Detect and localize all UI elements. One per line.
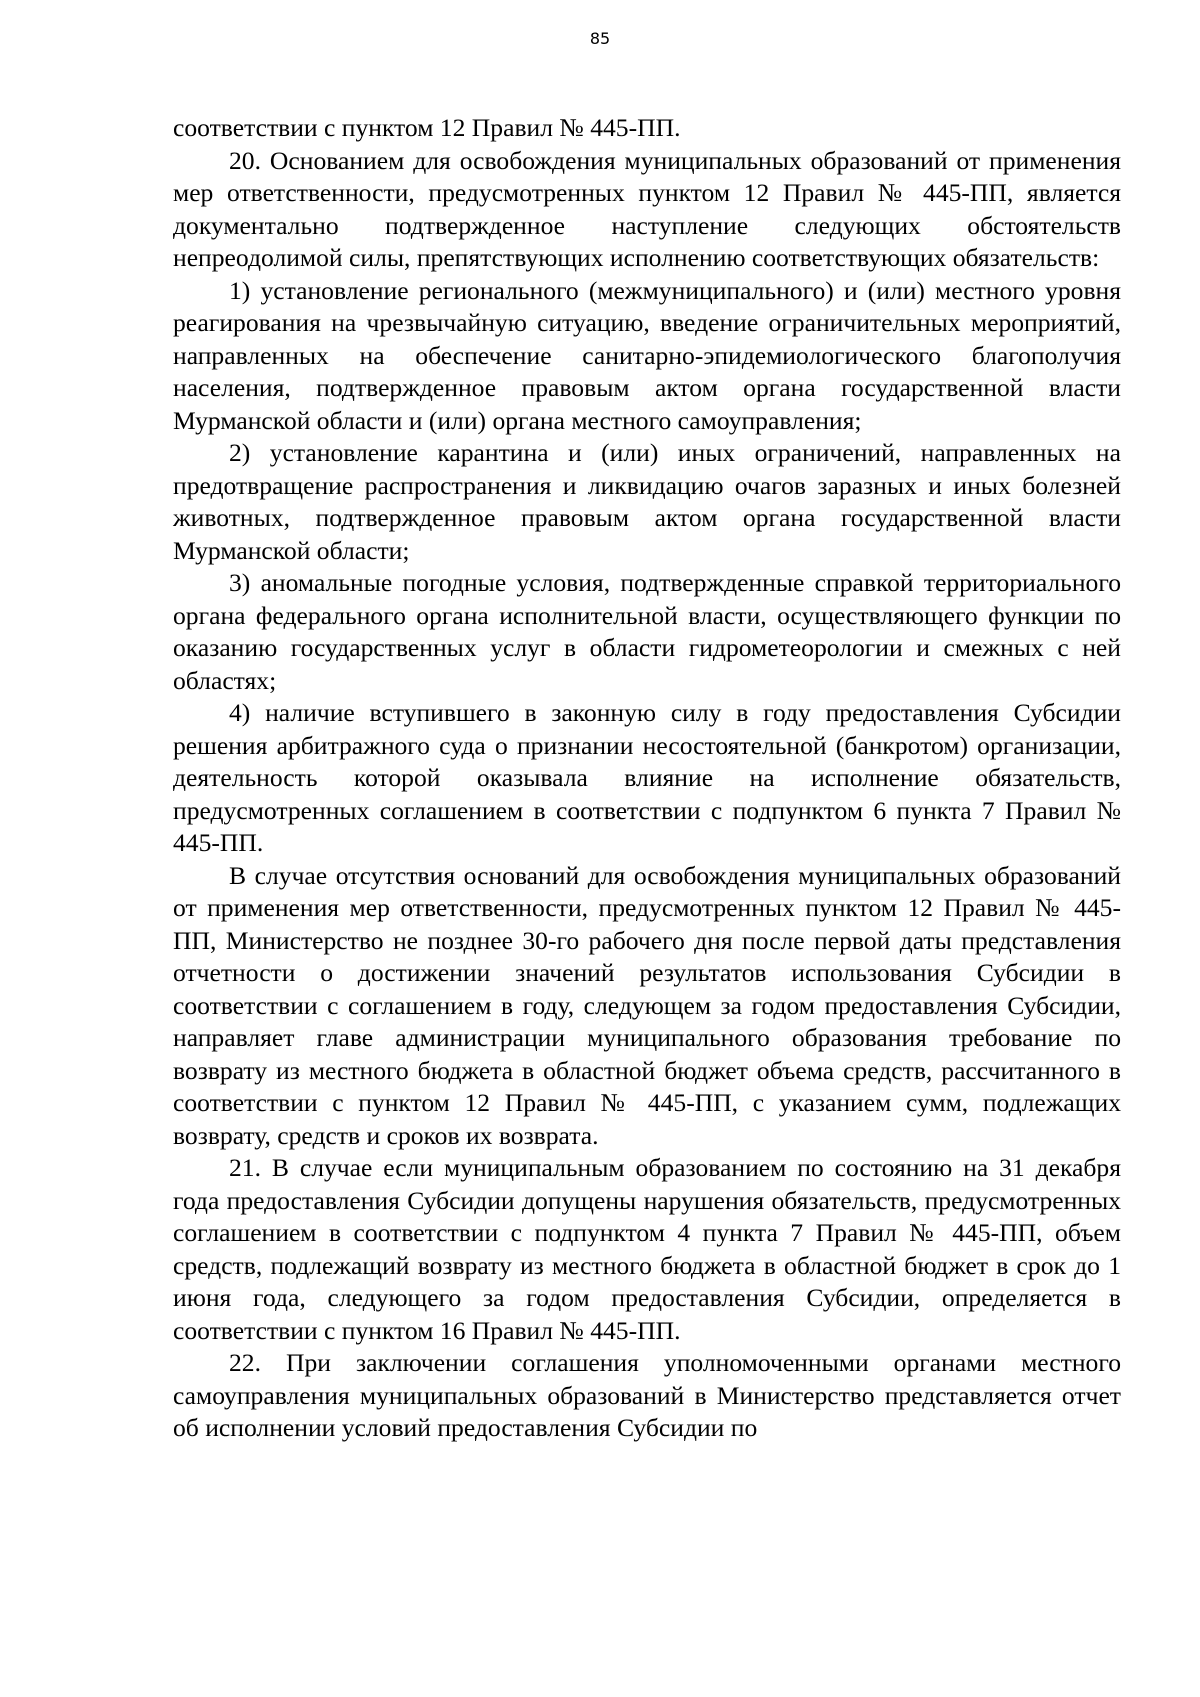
paragraph-item-22: 22. При заключении соглашения уполномоченными органами местного самоуправления муниципальных образований в Министерство представляется отчет об исполнении условий предоставления Субсидии по: [173, 1348, 1121, 1442]
paragraph-subitem-1: 1) установление регионального (межмуниципального) и (или) местного уровня реагирования на чрезвычайную ситуацию, введение ограничительных мероприятий, направленных на обеспечение санитарно-эпидемиологического благополучия населения, подтвержденное правовым актом органа государственной власти Мурманской области и (или) органа местного самоуправления;: [173, 275, 1121, 435]
paragraph-item-20: 20. Основанием для освобождения муниципальных образований от применения мер ответственности, предусмотренных пунктом 12 Правил № 445-ПП, является документально подтвержденное наступление следующих обстоятельств непреодолимой силы, препятствующих исполнению соответствующих обязательств:: [173, 145, 1121, 272]
paragraph-item-21: 21. В случае если муниципальным образованием по состоянию на 31 декабря года предоставления Субсидии допущены нарушения обязательств, предусмотренных соглашением в соответствии с подпунктом 4 пункта 7 Правил № 445-ПП, объем средств, подлежащий возврату из местного бюджета в областной бюджет в срок до 1 июня года, следующего за годом предоставления Субсидии, определяется в соответствии с пунктом 16 Правил № 445-ПП.: [173, 1153, 1121, 1345]
paragraph-subitem-3: 3) аномальные погодные условия, подтвержденные справкой территориального органа федерального органа исполнительной власти, осуществляющего функции по оказанию государственных услуг в области гидрометеорологии и смежных с ней областях;: [173, 568, 1121, 695]
paragraph-subitem-4: 4) наличие вступившего в законную силу в году предоставления Субсидии решения арбитражного суда о признании несостоятельной (банкротом) организации, деятельность которой оказывала влияние на исполнение обязательств, предусмотренных соглашением в соответствии с подпунктом 6 пункта 7 Правил № 445-ПП.: [173, 698, 1121, 857]
paragraph-subitem-2: 2) установление карантина и (или) иных ограничений, направленных на предотвращение распространения и ликвидацию очагов заразных и иных болезней животных, подтвержденное правовым актом органа государственной власти Мурманской области;: [173, 438, 1121, 565]
document-body: [173, 112, 1121, 1445]
paragraph-continuation: соответствии с пунктом 12 Правил № 445-ПП.: [173, 113, 681, 142]
paragraph-no-grounds: В случае отсутствия оснований для освобождения муниципальных образований от применения мер ответственности, предусмотренных пунктом 12 Правил № 445-ПП, Министерство не позднее 30-го рабочего дня после первой даты представления отчетности о достижении значений результатов использования Субсидии в соответствии с соглашением в году, следующем за годом предоставления Субсидии, направляет главе администрации муниципального образования требование по возврату из местного бюджета в областной бюджет объема средств, рассчитанного в соответствии с пунктом 12 Правил № 445-ПП, с указанием сумм, подлежащих возврату, средств и сроков их возврата.: [173, 860, 1121, 1150]
page-number: 85: [589, 29, 611, 48]
